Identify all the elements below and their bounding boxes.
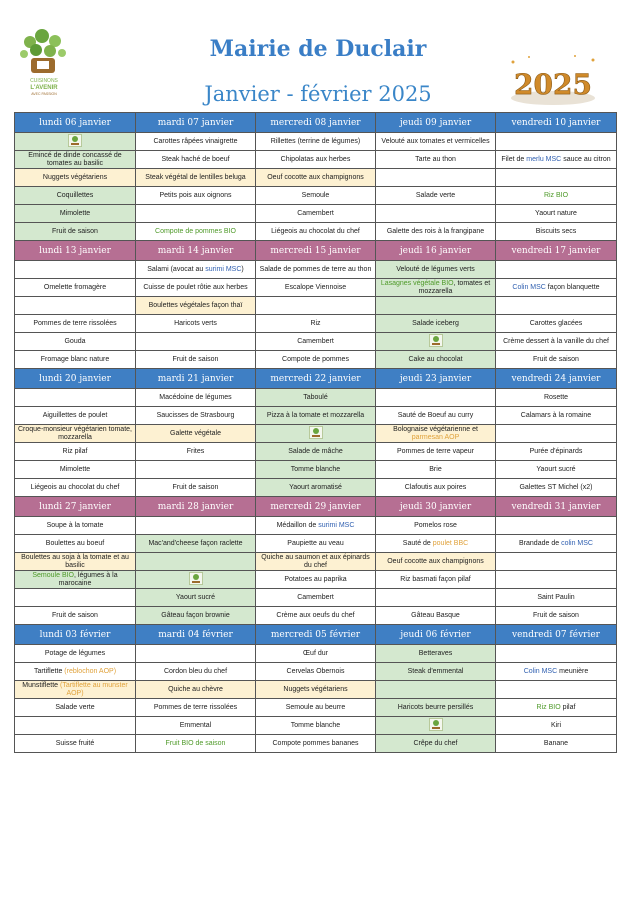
logo-text-2: L'AVENIR	[30, 85, 58, 91]
week-header-row	[15, 113, 617, 133]
menu-cell: Gâteau Basque	[376, 607, 496, 625]
menu-cell	[496, 553, 617, 571]
menu-row	[15, 169, 617, 187]
menu-cell: Yaourt sucré	[136, 589, 256, 607]
menu-cell: Fruit de saison	[15, 607, 136, 625]
menu-cell: Yaourt nature	[496, 205, 617, 223]
menu-cell: Compote de pommes	[256, 351, 376, 369]
label-aop: (Tartiflette au munster AOP)	[60, 681, 128, 697]
label-msc: Colin MSC	[512, 283, 546, 291]
menu-row	[15, 279, 617, 297]
menu-cell: Quiche au saumon et aux épinards du chef	[256, 553, 376, 571]
menu-cell: Yaourt aromatisé	[256, 479, 376, 497]
menu-cell: Escalope Viennoise	[256, 279, 376, 297]
menu-row	[15, 699, 617, 717]
menu-cell	[136, 735, 256, 753]
menu-cell: Haricots verts	[136, 315, 256, 333]
menu-cell: Quiche au chèvre	[136, 681, 256, 699]
menu-cell: Tomme blanche	[256, 717, 376, 735]
week-header-row	[15, 497, 617, 517]
menu-row	[15, 187, 617, 205]
day-header: mercredi 15 janvier	[256, 241, 376, 261]
menu-cell: Nuggets végétariens	[256, 681, 376, 699]
menu-cell: Chipolatas aux herbes	[256, 151, 376, 169]
menu-cell: Cuisse de poulet rôtie aux herbes	[136, 279, 256, 297]
menu-cell: Petits pois aux oignons	[136, 187, 256, 205]
menu-row	[15, 351, 617, 369]
menu-row	[15, 261, 617, 279]
menu-cell: Taboulé	[256, 389, 376, 407]
day-header: mardi 04 février	[136, 625, 256, 645]
day-header: mercredi 29 janvier	[256, 497, 376, 517]
menu-cell: Calamars à la romaine	[496, 407, 617, 425]
menu-cell	[15, 261, 136, 279]
day-header: lundi 13 janvier	[15, 241, 136, 261]
label-msc: surimi MSC	[205, 265, 242, 273]
menu-cell: Pommes de terre rissolées	[136, 699, 256, 717]
menu-cell	[136, 645, 256, 663]
week-header-row	[15, 241, 617, 261]
menu-row	[15, 735, 617, 753]
menu-cell: Crème aux oeufs du chef	[256, 607, 376, 625]
menu-cell	[496, 169, 617, 187]
menu-cell: Salade verte	[15, 699, 136, 717]
label-bio: Compote de pommes BIO	[155, 227, 236, 235]
menu-cell: Fruit de saison	[136, 479, 256, 497]
menu-cell: Saint Paulin	[496, 589, 617, 607]
menu-cell: Semoule	[256, 187, 376, 205]
menu-cell: Paupiette au veau	[256, 535, 376, 553]
day-header: jeudi 30 janvier	[376, 497, 496, 517]
menu-cell: Cake au chocolat	[376, 351, 496, 369]
menu-cell: Lasagnes végétale BIO, tomates et mozzarella	[376, 279, 496, 297]
label-vegetarien-icon	[189, 572, 203, 585]
menu-cell: Gouda	[15, 333, 136, 351]
menu-cell: Oeuf cocotte aux champignons	[376, 553, 496, 571]
day-header: jeudi 16 janvier	[376, 241, 496, 261]
menu-cell: Tarte au thon	[376, 151, 496, 169]
menu-cell: Boulettes au boeuf	[15, 535, 136, 553]
menu-cell	[376, 169, 496, 187]
menu-cell: Cervelas Obernois	[256, 663, 376, 681]
menu-row	[15, 479, 617, 497]
menu-cell: Oeuf cocotte aux champignons	[256, 169, 376, 187]
menu-cell: Yaourt sucré	[496, 461, 617, 479]
menu-cell: Emmental	[136, 717, 256, 735]
menu-cell: Kiri	[496, 717, 617, 735]
menu-cell: Colin MSC façon blanquette	[496, 279, 617, 297]
menu-cell: Steak d'emmental	[376, 663, 496, 681]
menu-cell: Betteraves	[376, 645, 496, 663]
year-text: 2025	[514, 68, 592, 101]
menu-cell: Camembert	[256, 333, 376, 351]
menu-cell: Croque-monsieur végétarien tomate, mozzarella	[15, 425, 136, 443]
menu-cell: Haricots beurre persillés	[376, 699, 496, 717]
menu-cell: Galettes ST Michel (x2)	[496, 479, 617, 497]
menu-row	[15, 663, 617, 681]
menu-cell: Riz basmati façon pilaf	[376, 571, 496, 589]
menu-cell: Camembert	[256, 589, 376, 607]
menu-cell: Frites	[136, 443, 256, 461]
menu-cell: Macédoine de légumes	[136, 389, 256, 407]
menu-cell: Velouté aux tomates et vermicelles	[376, 133, 496, 151]
menu-cell: Munstiflette (Tartiflette au munster AOP)	[15, 681, 136, 699]
menu-cell: Salade de mâche	[256, 443, 376, 461]
menu-cell: Tomme blanche	[256, 461, 376, 479]
menu-cell: Pomelos rose	[376, 517, 496, 535]
menu-cell	[496, 681, 617, 699]
menu-cell: Pommes de terre rissolées	[15, 315, 136, 333]
menu-cell: Potage de légumes	[15, 645, 136, 663]
label-bio: Riz BIO	[543, 191, 569, 199]
menu-cell: Banane	[496, 735, 617, 753]
menu-cell: Brie	[376, 461, 496, 479]
menu-cell: Salami (avocat au surimi MSC)	[136, 261, 256, 279]
menu-cell	[256, 425, 376, 443]
menu-cell: Camembert	[256, 205, 376, 223]
menu-cell: Omelette fromagère	[15, 279, 136, 297]
menu-row	[15, 607, 617, 625]
logo-text-1: CUISINONS	[30, 78, 58, 84]
menu-cell: Crêpe du chef	[376, 735, 496, 753]
label-aop: (reblochon AOP)	[64, 667, 117, 675]
menu-cell	[256, 297, 376, 315]
menu-cell	[15, 717, 136, 735]
menu-cell: Purée d'épinards	[496, 443, 617, 461]
menu-cell: Riz pilaf	[15, 443, 136, 461]
menu-row	[15, 205, 617, 223]
day-header: vendredi 24 janvier	[496, 369, 617, 389]
menu-cell: Riz BIO pilaf	[496, 699, 617, 717]
day-header: vendredi 10 janvier	[496, 113, 617, 133]
menu-cell	[136, 333, 256, 351]
menu-row	[15, 717, 617, 735]
menu-row	[15, 681, 617, 699]
page-title: Mairie de Duclair	[209, 36, 427, 62]
menu-cell: Carottes râpées vinaigrette	[136, 133, 256, 151]
menu-cell: Médaillon de surimi MSC	[256, 517, 376, 535]
day-header: lundi 20 janvier	[15, 369, 136, 389]
menu-cell: Sauté de poulet BBC	[376, 535, 496, 553]
day-header: vendredi 31 janvier	[496, 497, 617, 517]
day-header: mercredi 22 janvier	[256, 369, 376, 389]
menu-cell: Aiguillettes de poulet	[15, 407, 136, 425]
menu-cell: Pommes de terre vapeur	[376, 443, 496, 461]
menu-cell: Œuf dur	[256, 645, 376, 663]
menu-row	[15, 645, 617, 663]
menu-cell	[496, 261, 617, 279]
menu-cell	[496, 571, 617, 589]
day-header: vendredi 17 janvier	[496, 241, 617, 261]
day-header: mercredi 08 janvier	[256, 113, 376, 133]
label-bio: Semoule BIO	[32, 571, 75, 579]
menu-row	[15, 223, 617, 241]
menu-cell: Fruit de saison	[496, 351, 617, 369]
menu-cell	[136, 223, 256, 241]
label-bio: Fruit BIO de saison	[165, 739, 226, 747]
page-subtitle: Janvier - février 2025	[204, 82, 432, 106]
menu-cell: Salade iceberg	[376, 315, 496, 333]
menu-cell: Brandade de colin MSC	[496, 535, 617, 553]
menu-row	[15, 589, 617, 607]
label-aop: poulet BBC	[432, 539, 469, 547]
menu-cell: Nuggets végétariens	[15, 169, 136, 187]
menu-cell: Salade de pommes de terre au thon	[256, 261, 376, 279]
menu-cell: Saucisses de Strasbourg	[136, 407, 256, 425]
menu-row	[15, 517, 617, 535]
menu-cell: Rillettes (terrine de légumes)	[256, 133, 376, 151]
menu-cell	[376, 297, 496, 315]
menu-cell	[376, 333, 496, 351]
menu-cell: Fromage blanc nature	[15, 351, 136, 369]
day-header: mardi 28 janvier	[136, 497, 256, 517]
day-header: jeudi 09 janvier	[376, 113, 496, 133]
day-header: mardi 14 janvier	[136, 241, 256, 261]
label-vegetarien-icon	[429, 334, 443, 347]
menu-row	[15, 151, 617, 169]
week-header-row	[15, 625, 617, 645]
day-header: mardi 07 janvier	[136, 113, 256, 133]
menu-cell	[15, 297, 136, 315]
menu-cell: Pizza à la tomate et mozzarella	[256, 407, 376, 425]
menu-row	[15, 133, 617, 151]
label-msc: merlu MSC	[526, 155, 562, 163]
menu-cell	[496, 187, 617, 205]
menu-cell	[496, 297, 617, 315]
menu-row	[15, 297, 617, 315]
menu-table	[14, 112, 617, 753]
menu-row	[15, 553, 617, 571]
menu-cell: Biscuits secs	[496, 223, 617, 241]
label-msc: surimi MSC	[318, 521, 355, 529]
menu-cell: Steak haché de boeuf	[136, 151, 256, 169]
menu-cell: Soupe à la tomate	[15, 517, 136, 535]
label-vegetarien-icon	[429, 718, 443, 731]
menu-cell: Fruit de saison	[496, 607, 617, 625]
label-bio: Lasagnes végétale BIO	[380, 279, 454, 287]
menu-cell: Mac'and'cheese façon raclette	[136, 535, 256, 553]
menu-cell: Sauté de Boeuf au curry	[376, 407, 496, 425]
day-header: mercredi 05 février	[256, 625, 376, 645]
menu-cell	[496, 517, 617, 535]
day-header: lundi 27 janvier	[15, 497, 136, 517]
menu-cell: Coquillettes	[15, 187, 136, 205]
menu-cell	[136, 571, 256, 589]
menu-row	[15, 425, 617, 443]
menu-cell: Carottes glacées	[496, 315, 617, 333]
menu-cell	[15, 589, 136, 607]
menu-cell: Potatoes au paprika	[256, 571, 376, 589]
menu-cell	[136, 517, 256, 535]
menu-cell: Crème dessert à la vanille du chef	[496, 333, 617, 351]
menu-row	[15, 389, 617, 407]
menu-cell	[376, 681, 496, 699]
label-aop: parmesan AOP	[411, 433, 460, 441]
menu-cell	[376, 717, 496, 735]
menu-cell	[496, 133, 617, 151]
menu-cell	[15, 133, 136, 151]
menu-cell: Mimolette	[15, 205, 136, 223]
menu-cell: Emincé de dinde concassé de tomates au basilic	[15, 151, 136, 169]
week-header-row	[15, 369, 617, 389]
menu-row	[15, 407, 617, 425]
menu-cell: Riz	[256, 315, 376, 333]
day-header: lundi 03 février	[15, 625, 136, 645]
day-header: jeudi 06 février	[376, 625, 496, 645]
day-header: vendredi 07 février	[496, 625, 617, 645]
label-vegetarien-icon	[68, 134, 82, 147]
menu-cell: Compote pommes bananes	[256, 735, 376, 753]
label-vegetarien-icon	[309, 426, 323, 439]
menu-row	[15, 443, 617, 461]
menu-cell: Fruit de saison	[15, 223, 136, 241]
menu-cell: Steak végétal de lentilles beluga	[136, 169, 256, 187]
year-2025-badge	[505, 52, 601, 108]
menu-cell: Semoule au beurre	[256, 699, 376, 717]
menu-cell: Fruit de saison	[136, 351, 256, 369]
menu-cell: Galette végétale	[136, 425, 256, 443]
menu-cell: Mimolette	[15, 461, 136, 479]
menu-cell	[496, 425, 617, 443]
menu-row	[15, 571, 617, 589]
day-header: lundi 06 janvier	[15, 113, 136, 133]
menu-cell: Salade verte	[376, 187, 496, 205]
label-msc: Colin MSC	[523, 667, 558, 675]
day-header: mardi 21 janvier	[136, 369, 256, 389]
menu-cell: Velouté de légumes verts	[376, 261, 496, 279]
menu-cell	[136, 553, 256, 571]
menu-cell: Colin MSC meunière	[496, 663, 617, 681]
menu-cell	[376, 205, 496, 223]
menu-cell	[376, 589, 496, 607]
menu-cell: Filet de merlu MSC sauce au citron	[496, 151, 617, 169]
menu-cell: Suisse fruité	[15, 735, 136, 753]
menu-cell: Cordon bleu du chef	[136, 663, 256, 681]
menu-cell	[496, 645, 617, 663]
menu-cell: Galette des rois à la frangipane	[376, 223, 496, 241]
menu-cell: Liégeois au chocolat du chef	[15, 479, 136, 497]
menu-row	[15, 333, 617, 351]
menu-cell: Semoule BIO, légumes à la marocaine	[15, 571, 136, 589]
menu-cell: Tartiflette (reblochon AOP)	[15, 663, 136, 681]
menu-cell: Liégeois au chocolat du chef	[256, 223, 376, 241]
menu-cell: Boulettes végétales façon thaï	[136, 297, 256, 315]
logo-text-3: AVEC PASSION	[31, 92, 57, 96]
menu-row	[15, 535, 617, 553]
menu-cell	[136, 205, 256, 223]
label-bio: Riz BIO	[536, 703, 561, 711]
menu-cell: Clafoutis aux poires	[376, 479, 496, 497]
menu-cell: Gâteau façon brownie	[136, 607, 256, 625]
label-msc: colin MSC	[561, 539, 593, 547]
menu-cell: Rosette	[496, 389, 617, 407]
menu-cell	[136, 461, 256, 479]
day-header: jeudi 23 janvier	[376, 369, 496, 389]
menu-cell	[376, 389, 496, 407]
menu-cell: Boulettes au soja à la tomate et au basilic	[15, 553, 136, 571]
menu-cell	[15, 389, 136, 407]
menu-cell: Bolognaise végétarienne et parmesan AOP	[376, 425, 496, 443]
menu-row	[15, 315, 617, 333]
menu-row	[15, 461, 617, 479]
